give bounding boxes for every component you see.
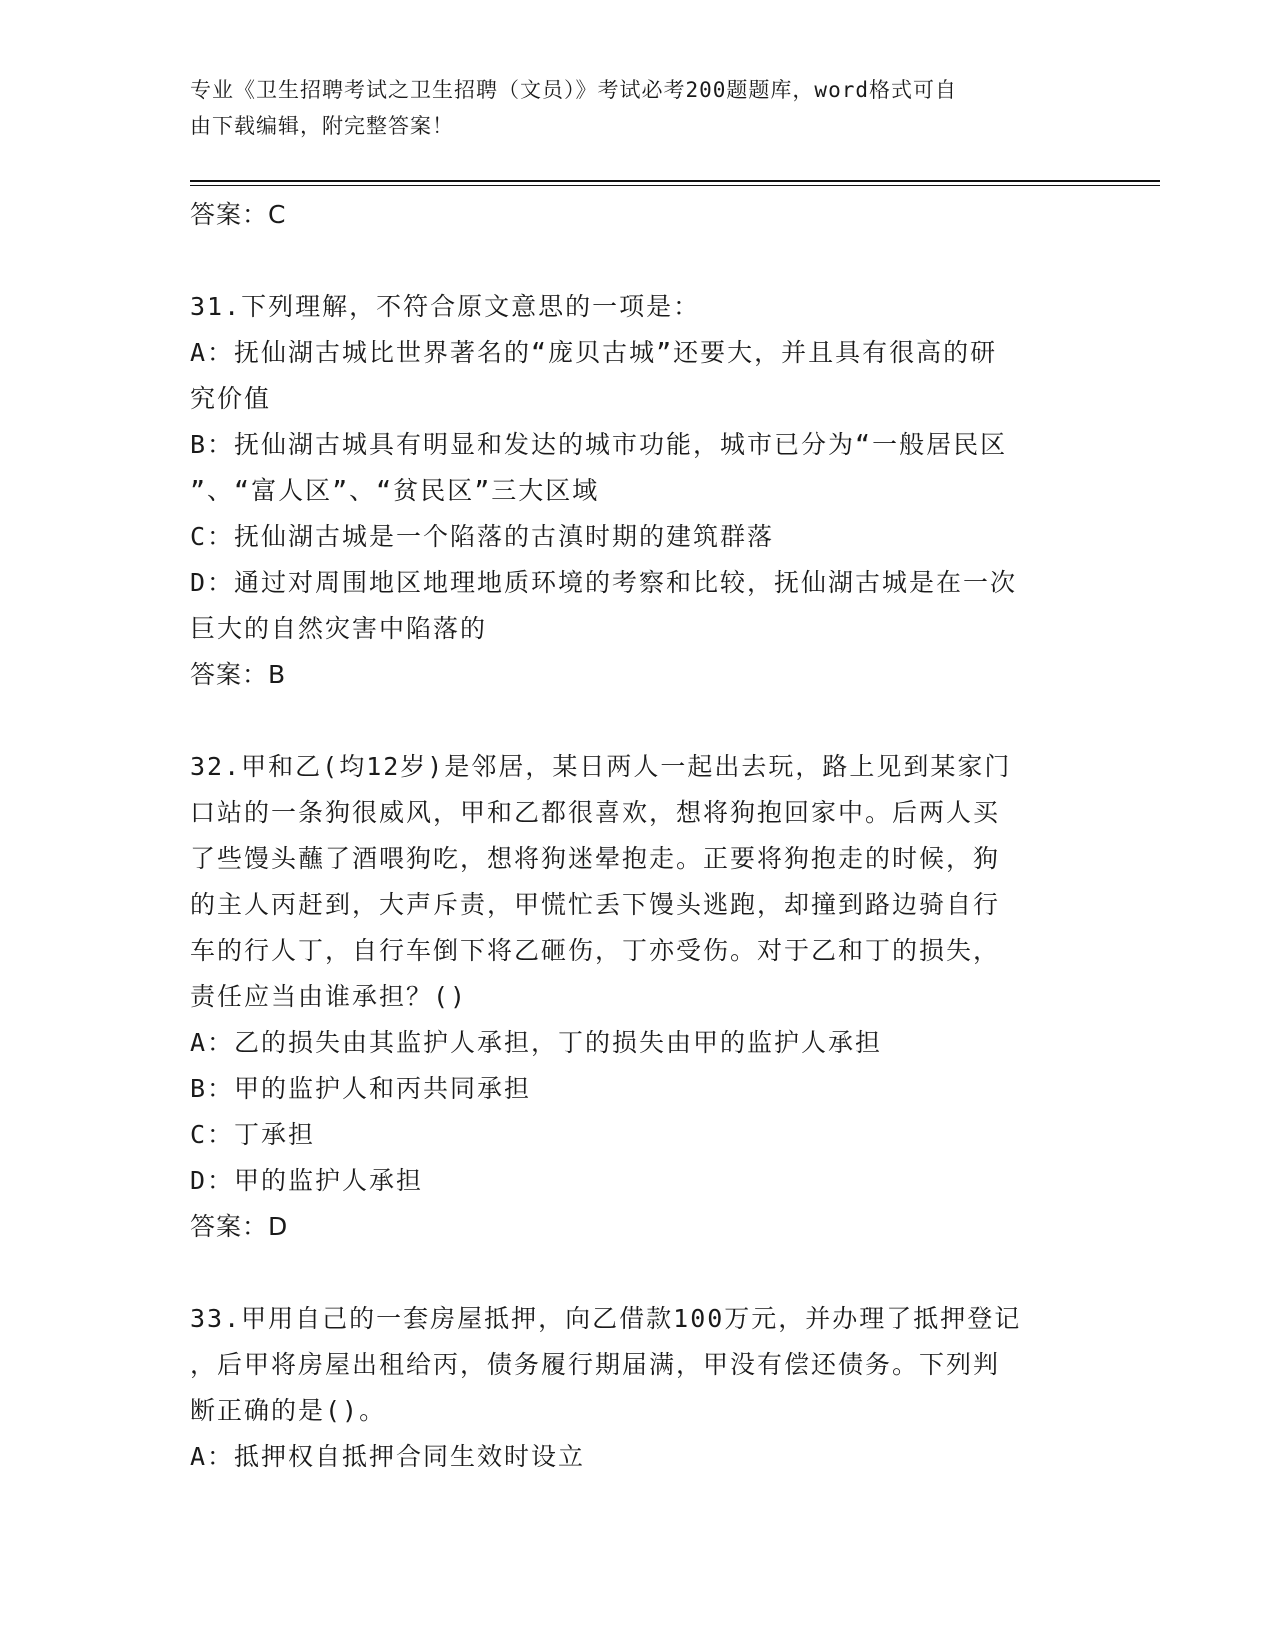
question-stem-cont: 了些馒头蘸了酒喂狗吃，想将狗迷晕抱走。正要将狗抱走的时候，狗 <box>190 844 1001 873</box>
option-d: D：通过对周围地区地理地质环境的考察和比较，抚仙湖古城是在一次 <box>190 568 1018 597</box>
page-header <box>190 72 1090 144</box>
question-stem: 33.甲用自己的一套房屋抵押，向乙借款100万元，并办理了抵押登记 <box>190 1304 1022 1333</box>
header-line-1: 专业《卫生招聘考试之卫生招聘（文员）》考试必考200题题库，word格式可自 <box>190 78 957 102</box>
question-stem-cont: 口站的一条狗很威风，甲和乙都很喜欢，想将狗抱回家中。后两人买 <box>190 798 1001 827</box>
option-b: B：甲的监护人和丙共同承担 <box>190 1074 532 1103</box>
answer: 答案：B <box>190 660 287 689</box>
question-content <box>190 192 1090 1480</box>
header-divider-thick <box>190 180 1160 182</box>
question-stem-cont: 车的行人丁，自行车倒下将乙砸伤，丁亦受伤。对于乙和丁的损失， <box>190 936 1001 965</box>
question-stem: 31.下列理解，不符合原文意思的一项是： <box>190 292 701 321</box>
option-a-cont: 究价值 <box>190 384 272 413</box>
question-31 <box>190 284 1090 698</box>
spacer <box>190 698 1090 744</box>
previous-answer: 答案：C <box>190 200 287 229</box>
option-c: C：抚仙湖古城是一个陷落的古滇时期的建筑群落 <box>190 522 775 551</box>
option-d-cont: 巨大的自然灾害中陷落的 <box>190 614 488 643</box>
spacer <box>190 1250 1090 1296</box>
question-stem-cont: 的主人丙赶到，大声斥责，甲慌忙丢下馒头逃跑，却撞到路边骑自行 <box>190 890 1001 919</box>
question-33 <box>190 1296 1090 1480</box>
option-a: A：抚仙湖古城比世界著名的“庞贝古城”还要大，并且具有很高的研 <box>190 338 998 367</box>
option-a: A：抵押权自抵押合同生效时设立 <box>190 1442 586 1471</box>
option-b: B：抚仙湖古城具有明显和发达的城市功能，城市已分为“一般居民区 <box>190 430 1008 459</box>
option-c: C：丁承担 <box>190 1120 316 1149</box>
question-stem-cont: 责任应当由谁承担？() <box>190 982 468 1011</box>
answer: 答案：D <box>190 1212 289 1241</box>
question-32 <box>190 744 1090 1250</box>
spacer <box>190 238 1090 284</box>
question-stem-cont: ，后甲将房屋出租给丙，债务履行期届满，甲没有偿还债务。下列判 <box>190 1350 1001 1379</box>
header-divider-thin <box>190 185 1160 186</box>
option-a: A：乙的损失由其监护人承担，丁的损失由甲的监护人承担 <box>190 1028 883 1057</box>
header-line-2: 由下载编辑，附完整答案！ <box>190 114 454 138</box>
option-b-cont: ”、“富人区”、“贫民区”三大区域 <box>190 476 600 505</box>
question-stem-cont: 断正确的是()。 <box>190 1396 387 1425</box>
option-d: D：甲的监护人承担 <box>190 1166 424 1195</box>
question-stem: 32.甲和乙(均12岁)是邻居，某日两人一起出去玩，路上见到某家门 <box>190 752 1012 781</box>
